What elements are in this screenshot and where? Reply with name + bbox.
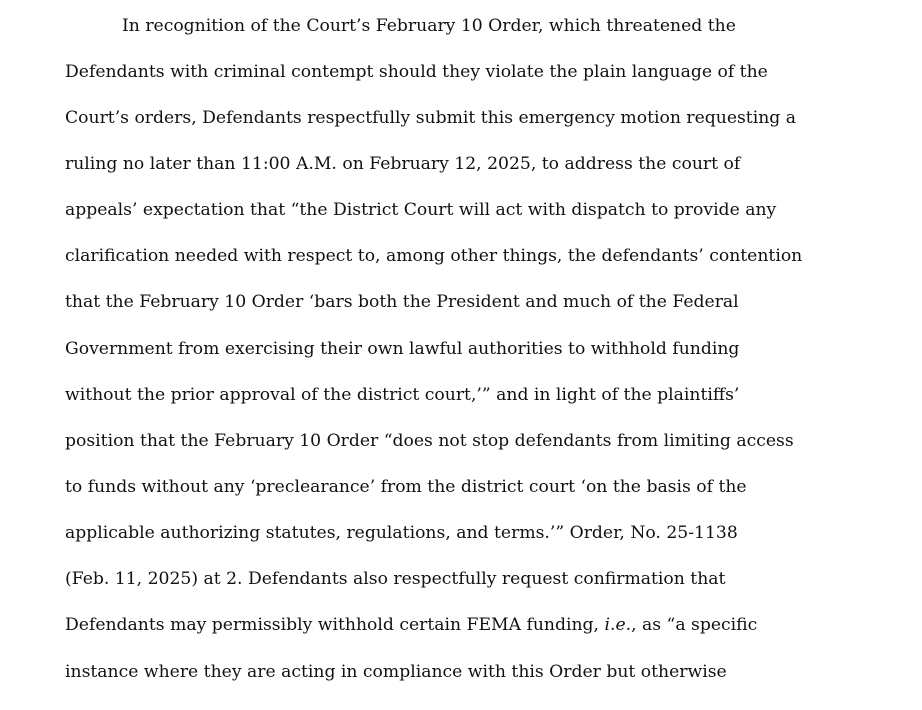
- text-line-7: that the February 10 Order ‘bars both the President and much of the Federal: [65, 292, 739, 312]
- text-line-9: without the prior approval of the district court,’” and in light of the plaintiffs’: [65, 385, 740, 405]
- text-line-15: instance where they are acting in compliance with this Order but otherwise: [65, 662, 727, 682]
- text-line-6: clarification needed with respect to, among other things, the defendants’ contention: [65, 246, 803, 266]
- text-line-12: applicable authorizing statutes, regulations, and terms.’” Order, No. 25-1138: [65, 523, 738, 543]
- text-line-13: (Feb. 11, 2025) at 2. Defendants also respectfully request confirmation that: [65, 569, 726, 589]
- italic-ie: i.e.: [604, 615, 632, 635]
- text-line-11: to funds without any ‘preclearance’ from the district court ‘on the basis of the: [65, 477, 747, 497]
- text-line-3: Court’s orders, Defendants respectfully submit this emergency motion requesting a: [65, 108, 796, 128]
- text-line-2: Defendants with criminal contempt should they violate the plain language of the: [65, 62, 768, 82]
- text-line-1: In recognition of the Court’s February 10 Order, which threatened the: [122, 16, 736, 36]
- text-line-14: [65, 615, 757, 635]
- text-line-14-after: , as “a specific: [631, 615, 758, 635]
- text-line-14-before: Defendants may permissibly withhold certain FEMA funding,: [65, 615, 605, 635]
- text-line-10: position that the February 10 Order “does not stop defendants from limiting access: [65, 431, 794, 451]
- text-line-4: ruling no later than 11:00 A.M. on February 12, 2025, to address the court of: [65, 154, 741, 174]
- text-line-8: Government from exercising their own lawful authorities to withhold funding: [65, 339, 740, 359]
- text-line-5: appeals’ expectation that “the District Court will act with dispatch to provide any: [65, 200, 777, 220]
